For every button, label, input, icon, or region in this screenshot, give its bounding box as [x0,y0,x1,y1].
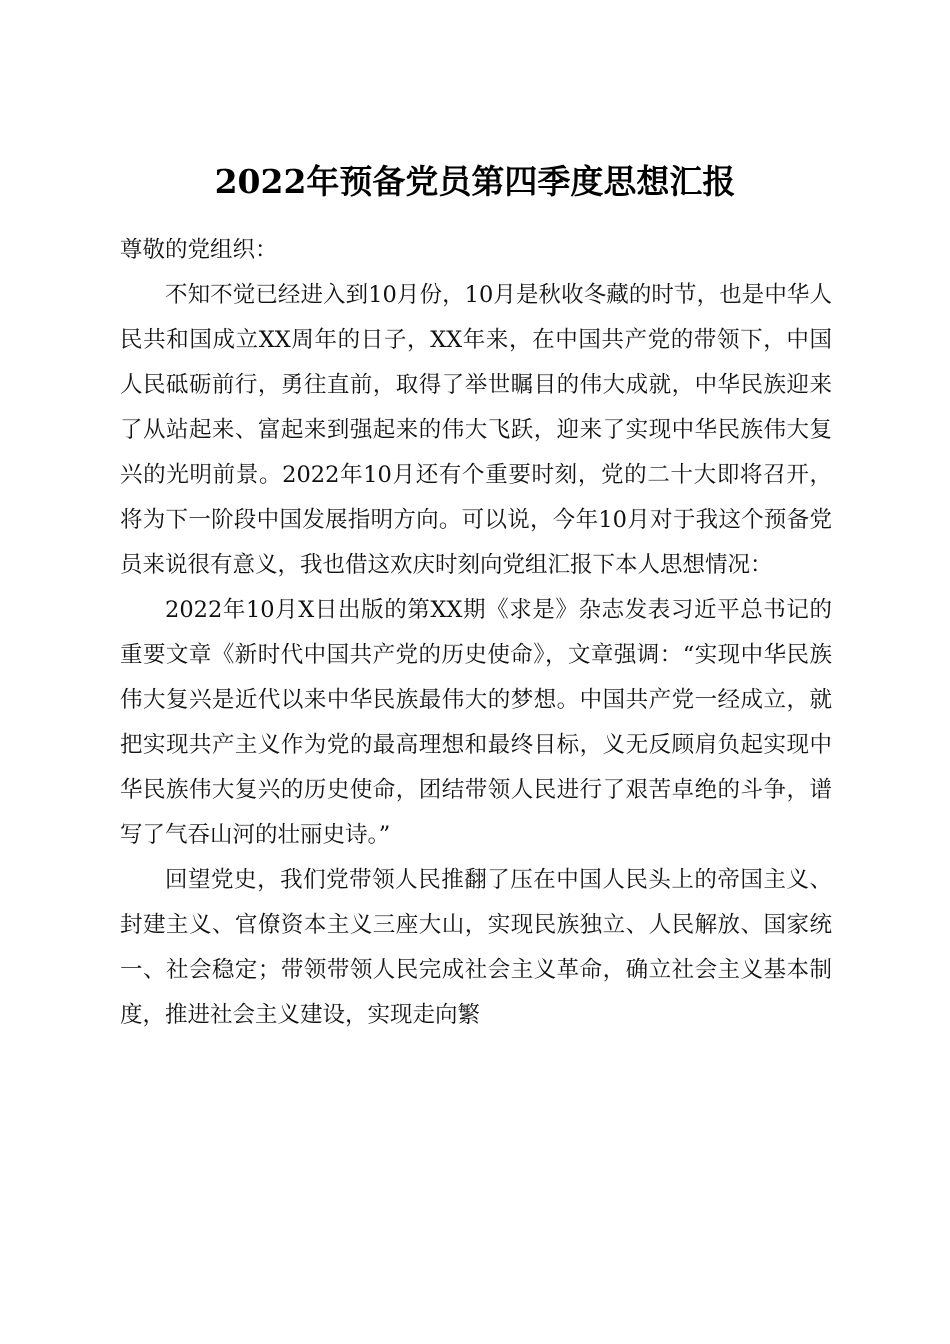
paragraph-1: 不知不觉已经进入到10月份，10月是秋收冬藏的时节，也是中华人民共和国成立XX周年的日子，XX年来，在中国共产党的带领下，中国人民砥砺前行，勇往直前，取得了举世瞩目的伟大成就，中华民族迎来了从站起来、富起来到强起来的伟大飞跃，迎来了实现中华民族伟大复兴的光明前景。2022年10月还有个重要时刻，党的二十大即将召开，将为下一阶段中国发展指明方向。可以说，今年10月对于我这个预备党员来说很有意义，我也借这欢庆时刻向党组汇报下本人思想情况： [120,282,832,578]
paragraph-2: 2022年10月X日出版的第XX期《求是》杂志发表习近平总书记的重要文章《新时代中国共产党的历史使命》，文章强调：“实现中华民族伟大复兴是近代以来中华民族最伟大的梦想。中国共产党一经成立，就把实现共产主义作为党的最高理想和最终目标，义无反顾肩负起实现中华民族伟大复兴的历史使命，团结带领人民进行了艰苦卓绝的斗争，谱写了气吞山河的壮丽史诗。” [120,597,832,848]
document-title: 2022年预备党员第四季度思想汇报 [214,162,736,202]
document-body [120,228,832,1038]
salutation: 尊敬的党组织： [120,237,278,263]
paragraph-3: 回望党史，我们党带领人民推翻了压在中国人民头上的帝国主义、封建主义、官僚资本主义三座大山，实现民族独立、人民解放、国家统一、社会稳定；带领带领人民完成社会主义革命，确立社会主义基本制度，推进社会主义建设，实现走向繁 [120,867,832,1028]
